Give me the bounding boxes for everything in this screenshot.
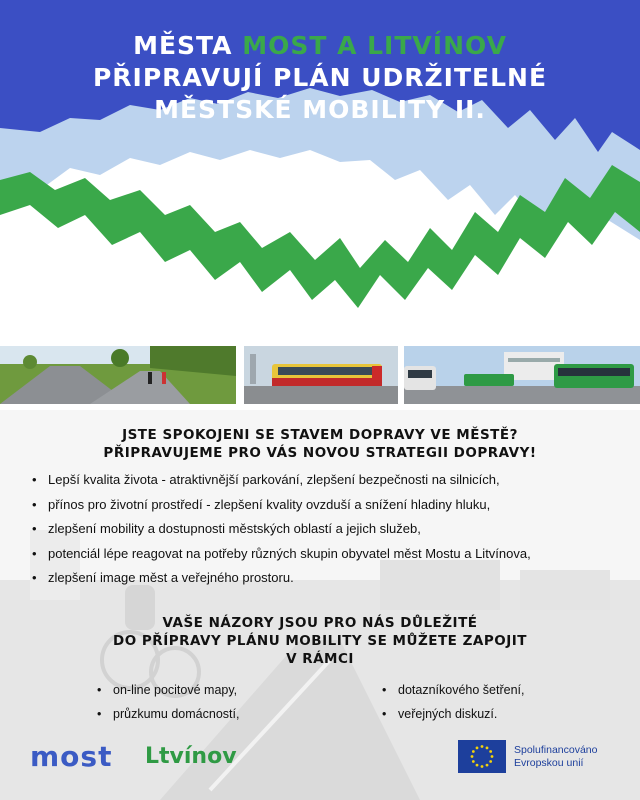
tram-photo	[244, 346, 398, 404]
participation-list-right	[380, 678, 524, 726]
eu-star-icon	[481, 745, 484, 748]
eu-star-icon	[472, 750, 475, 753]
litvinov-logo: Ltvínov	[145, 744, 237, 769]
list-item: • dotazníkového šetření,	[380, 678, 524, 702]
eu-star-icon	[486, 746, 489, 749]
question-heading	[0, 426, 640, 462]
bus-station-photo	[404, 346, 640, 404]
eu-star-icon	[481, 765, 484, 768]
title-line-1: MĚSTA MOST A LITVÍNOV	[133, 31, 507, 60]
eu-star-icon	[486, 764, 489, 767]
list-item: • průzkumu domácností,	[95, 702, 239, 726]
eu-cofunding-text	[514, 744, 597, 770]
list-item: • zlepšení image měst a veřejného prostoru.	[30, 566, 620, 591]
opinions-line-2: DO PŘÍPRAVY PLÁNU MOBILITY SE MŮŽETE ZAPOJIT	[113, 633, 527, 649]
eu-star-icon	[472, 760, 475, 763]
eu-star-icon	[489, 750, 492, 753]
question-line-2: PŘIPRAVUJEME PRO VÁS NOVOU STRATEGII DOPRAVY!	[103, 445, 537, 461]
list-item: • Lepší kvalita života - atraktivnější parkování, zlepšení bezpečnosti na silnicích,	[30, 468, 620, 493]
list-item: • potenciál lépe reagovat na potřeby různých skupin obyvatel měst Mostu a Litvínova,	[30, 542, 620, 567]
eu-line-1: Spolufinancováno	[514, 743, 598, 756]
eu-line-2: Evropskou unií	[514, 756, 584, 769]
eu-cofunding-badge	[458, 740, 597, 773]
eu-star-icon	[476, 764, 479, 767]
eu-star-icon	[489, 760, 492, 763]
eu-flag-icon	[458, 740, 506, 773]
eu-star-icon	[476, 746, 479, 749]
question-line-1: JSTE SPOKOJENI SE STAVEM DOPRAVY VE MĚSTĚ?	[122, 427, 518, 443]
poster-title	[0, 30, 640, 126]
title-highlight: MOST A LITVÍNOV	[242, 31, 507, 60]
benefits-list	[30, 468, 620, 591]
list-item: • veřejných diskuzí.	[380, 702, 524, 726]
list-item: • přínos pro životní prostředí - zlepšení kvality ovzduší a snížení hladiny hluku,	[30, 493, 620, 518]
title-line-3: MĚSTSKÉ MOBILITY II.	[154, 95, 486, 124]
opinions-heading	[0, 614, 640, 668]
photo-strip	[0, 346, 640, 404]
eu-star-icon	[471, 755, 474, 758]
participation-list-left	[95, 678, 239, 726]
title-line-2: PŘIPRAVUJÍ PLÁN UDRŽITELNÉ	[92, 63, 548, 92]
most-logo: most	[30, 740, 113, 773]
opinions-line-3: V RÁMCI	[286, 651, 354, 667]
list-item: • on-line pocitové mapy,	[95, 678, 239, 702]
list-item: • zlepšení mobility a dostupnosti městských oblastí a jejich služeb,	[30, 517, 620, 542]
opinions-line-1: VAŠE NÁZORY JSOU PRO NÁS DŮLEŽITÉ	[162, 615, 478, 631]
cycle-path-photo	[0, 346, 236, 404]
eu-star-icon	[491, 755, 494, 758]
